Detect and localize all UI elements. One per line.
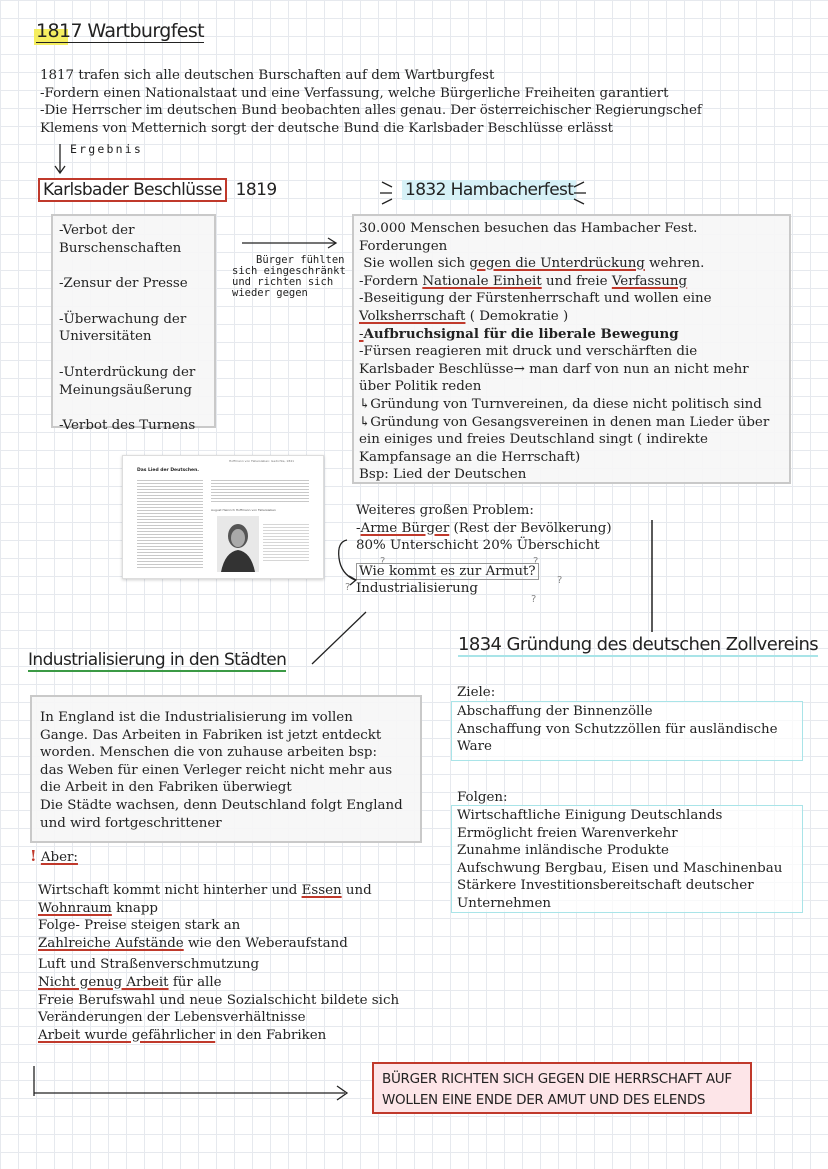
- aber-heading: [30, 848, 78, 867]
- arrow-note-line: wieder gegen: [232, 287, 308, 299]
- conclusion-box: [372, 1062, 752, 1114]
- aber-line: Luft und Straßenverschmutzung: [38, 957, 260, 973]
- text: -: [359, 326, 364, 342]
- industri-line: In England ist die Industrialisierung im vollen: [40, 710, 353, 725]
- ziele-item: Ware: [457, 739, 492, 755]
- aber-line: Folge- Preise steigen stark an: [38, 918, 241, 934]
- hambach-line: ↳Gründung von Gesangsvereinen in denen man Lieder über: [359, 414, 770, 430]
- folgen-item: Wirtschaftliche Einigung Deutschlands: [457, 808, 723, 823]
- industri-box: [30, 695, 422, 843]
- ziele-item: Anschaffung von Schutzzöllen für ausländische: [457, 721, 778, 737]
- hambach-line: Kampfansage an die Herrschaft): [359, 449, 581, 465]
- hambach-line: über Politik reden: [359, 379, 482, 395]
- karlsbad-item: -Verbot der: [59, 223, 135, 238]
- industri-title: Industrialisierung in den Städten: [28, 650, 287, 670]
- industri-line: Die Städte wachsen, denn Deutschland folgt England: [40, 797, 403, 813]
- song-card-heading: Das Lied der Deutschen.: [137, 468, 199, 473]
- text: und: [341, 883, 372, 898]
- song-card-caption: August Heinrich Hoffmann von Fallersleben: [211, 508, 276, 512]
- hambach-line: -Fürsen reagieren mit druck und verschärften die: [359, 344, 698, 360]
- folgen-item: Ermöglicht freien Warenverkehr: [457, 825, 678, 841]
- conclusion-line: BÜRGER RICHTEN SICH GEGEN DIE HERRSCHAFT AUF: [382, 1071, 732, 1087]
- text: Wirtschaft kommt nicht hinterher und: [38, 883, 302, 898]
- arrow-note-line: sich eingeschränkt: [232, 265, 346, 277]
- hambach-line: Forderungen: [359, 238, 448, 254]
- karlsbad-item: -Verbot des Turnens: [59, 418, 196, 434]
- aber-line: [38, 882, 399, 900]
- hambach-title-text: 1832 Hambacherfest: [402, 180, 576, 200]
- text: ( Demokratie ): [465, 308, 569, 324]
- aber-line: [38, 974, 399, 992]
- question-mark: ?: [533, 556, 539, 567]
- karlsbad-item: Burschenschaften: [59, 240, 182, 256]
- aber-list: [38, 882, 399, 1044]
- folgen-item: Aufschwung Bergbau, Eisen und Maschinenbau: [457, 860, 783, 876]
- industri-line: das Weben für einen Verleger reicht nicht mehr aus: [40, 762, 393, 778]
- hambach-line: Karlsbader Beschlüsse→ man darf von nun an nicht mehr: [359, 361, 749, 377]
- underlined-text: Volksherrschaft: [359, 308, 466, 324]
- text: wie den Weberaufstand: [183, 935, 348, 951]
- question-mark: ?: [531, 594, 537, 605]
- text: für alle: [168, 974, 222, 990]
- underlined-text: Nationale Einheit: [422, 273, 542, 289]
- hambach-line: ein einiges und freies Deutschland singt ( indirekte: [359, 432, 708, 448]
- warning-mark: !: [30, 847, 37, 865]
- ergebnis-label: Ergebnis: [70, 142, 143, 156]
- text: Sie wollen sich: [359, 256, 470, 272]
- aber-label: Aber:: [40, 850, 78, 865]
- aber-line: Veränderungen der Lebensverhältnisse: [38, 1010, 306, 1026]
- aber-line: Freie Berufswahl und neue Sozialschicht bildete sich: [38, 992, 400, 1008]
- question-mark: ?: [380, 556, 386, 567]
- karlsbad-item: -Überwachung der: [59, 311, 187, 327]
- underlined-text: Nicht genug Arbeit: [38, 974, 169, 990]
- karlsbad-title-text: Karlsbader Beschlüsse: [38, 178, 227, 202]
- ziele-item: Abschaffung der Binnenzölle: [457, 704, 653, 719]
- zoll-title: 1834 Gründung des deutschen Zollvereins: [458, 634, 819, 655]
- underlined-text: Essen: [301, 883, 342, 898]
- folgen-label: Folgen:: [457, 790, 508, 805]
- text: (Rest der Bevölkerung): [449, 520, 612, 536]
- text: und freie: [541, 273, 612, 289]
- text: in den Fabriken: [215, 1027, 327, 1043]
- question-mark: ?: [557, 575, 563, 586]
- industri-line: Gange. Das Arbeiten in Fabriken ist jetzt entdeckt: [40, 727, 382, 743]
- ziele-label: Ziele:: [457, 685, 496, 700]
- folgen-item: Stärkere Investitionsbereitschaft deutscher: [457, 878, 754, 894]
- underlined-text: Zahlreiche Aufstände: [38, 935, 184, 951]
- karlsbad-item: Meinungsäußerung: [59, 382, 192, 398]
- karlsbad-item: -Zensur der Presse: [59, 276, 188, 292]
- ziele-box: [451, 701, 803, 761]
- conclusion-line: WOLLEN EINE ENDE DER AMUT UND DES ELENDS: [382, 1092, 706, 1108]
- aber-line: [38, 935, 399, 953]
- arrow-note-line: Bürger fühlten: [256, 254, 345, 266]
- hambach-line: Bsp: Lied der Deutschen: [359, 467, 527, 483]
- song-card-header: Hoffmann von Fallersleben: Gedichte, 1841: [229, 459, 295, 463]
- text: wehren.: [644, 256, 705, 272]
- hambach-line: ↳Gründung von Turnvereinen, da diese nicht politisch sind: [359, 396, 762, 412]
- wartburg-line: 1817 trafen sich alle deutschen Burschaften auf dem Wartburgfest: [40, 68, 495, 83]
- question-mark: ?: [345, 582, 351, 593]
- aber-line: [38, 1027, 399, 1045]
- karlsbad-item: Universitäten: [59, 329, 152, 345]
- wartburg-line: -Fordern einen Nationalstaat und eine Verfassung, welche Bürgerliche Freiheiten garantiert: [40, 85, 669, 101]
- underlined-text: Wohnraum: [38, 900, 112, 916]
- text: -: [356, 520, 361, 536]
- hambach-line: 30.000 Menschen besuchen das Hambacher Fest.: [359, 221, 698, 236]
- bold-text: Aufbruchsignal für die liberale Bewegung: [363, 325, 679, 342]
- text: -Fordern: [359, 273, 423, 289]
- folgen-item: Unternehmen: [457, 895, 552, 911]
- underlined-text: Arbeit wurde gefährlicher: [38, 1027, 216, 1043]
- problem-line: Industrialisierung: [356, 581, 478, 597]
- arrow-note-line: und richten sich: [232, 276, 334, 288]
- karlsbad-year: 1819: [235, 180, 277, 200]
- text: knapp: [111, 900, 158, 916]
- wartburg-title: 1817 Wartburgfest: [36, 20, 205, 42]
- underlined-text: Verfassung: [611, 273, 688, 289]
- question-text: Wie kommt es zur Armut?: [356, 563, 539, 580]
- underlined-text: Arme Bürger: [360, 520, 450, 536]
- wartburg-line: Klemens von Metternich sorgt der deutsche Bund die Karlsbader Beschlüsse erlässt: [40, 120, 613, 136]
- aber-line: [38, 900, 399, 918]
- industri-line: und wird fortgeschrittener: [40, 815, 222, 831]
- folgen-box: [451, 805, 803, 913]
- folgen-item: Zunahme inländische Produkte: [457, 843, 669, 859]
- problem-line: Weiteres großen Problem:: [356, 503, 534, 518]
- underlined-text: gegen die Unterdrückung: [469, 256, 645, 272]
- hambach-line: -Beseitigung der Fürstenherrschaft und wollen eine: [359, 291, 712, 307]
- wartburg-line: -Die Herrscher im deutschen Bund beobachten alles genau. Der österreichischer Regierungschef: [40, 103, 702, 119]
- karlsbad-item: -Unterdrückung der: [59, 364, 196, 380]
- problem-line: 80% Unterschicht 20% Überschicht: [356, 538, 600, 554]
- industri-line: worden. Menschen die von zuhause arbeiten bsp:: [40, 745, 378, 761]
- industri-line: die Arbeit in den Fabriken überwiegt: [40, 780, 292, 796]
